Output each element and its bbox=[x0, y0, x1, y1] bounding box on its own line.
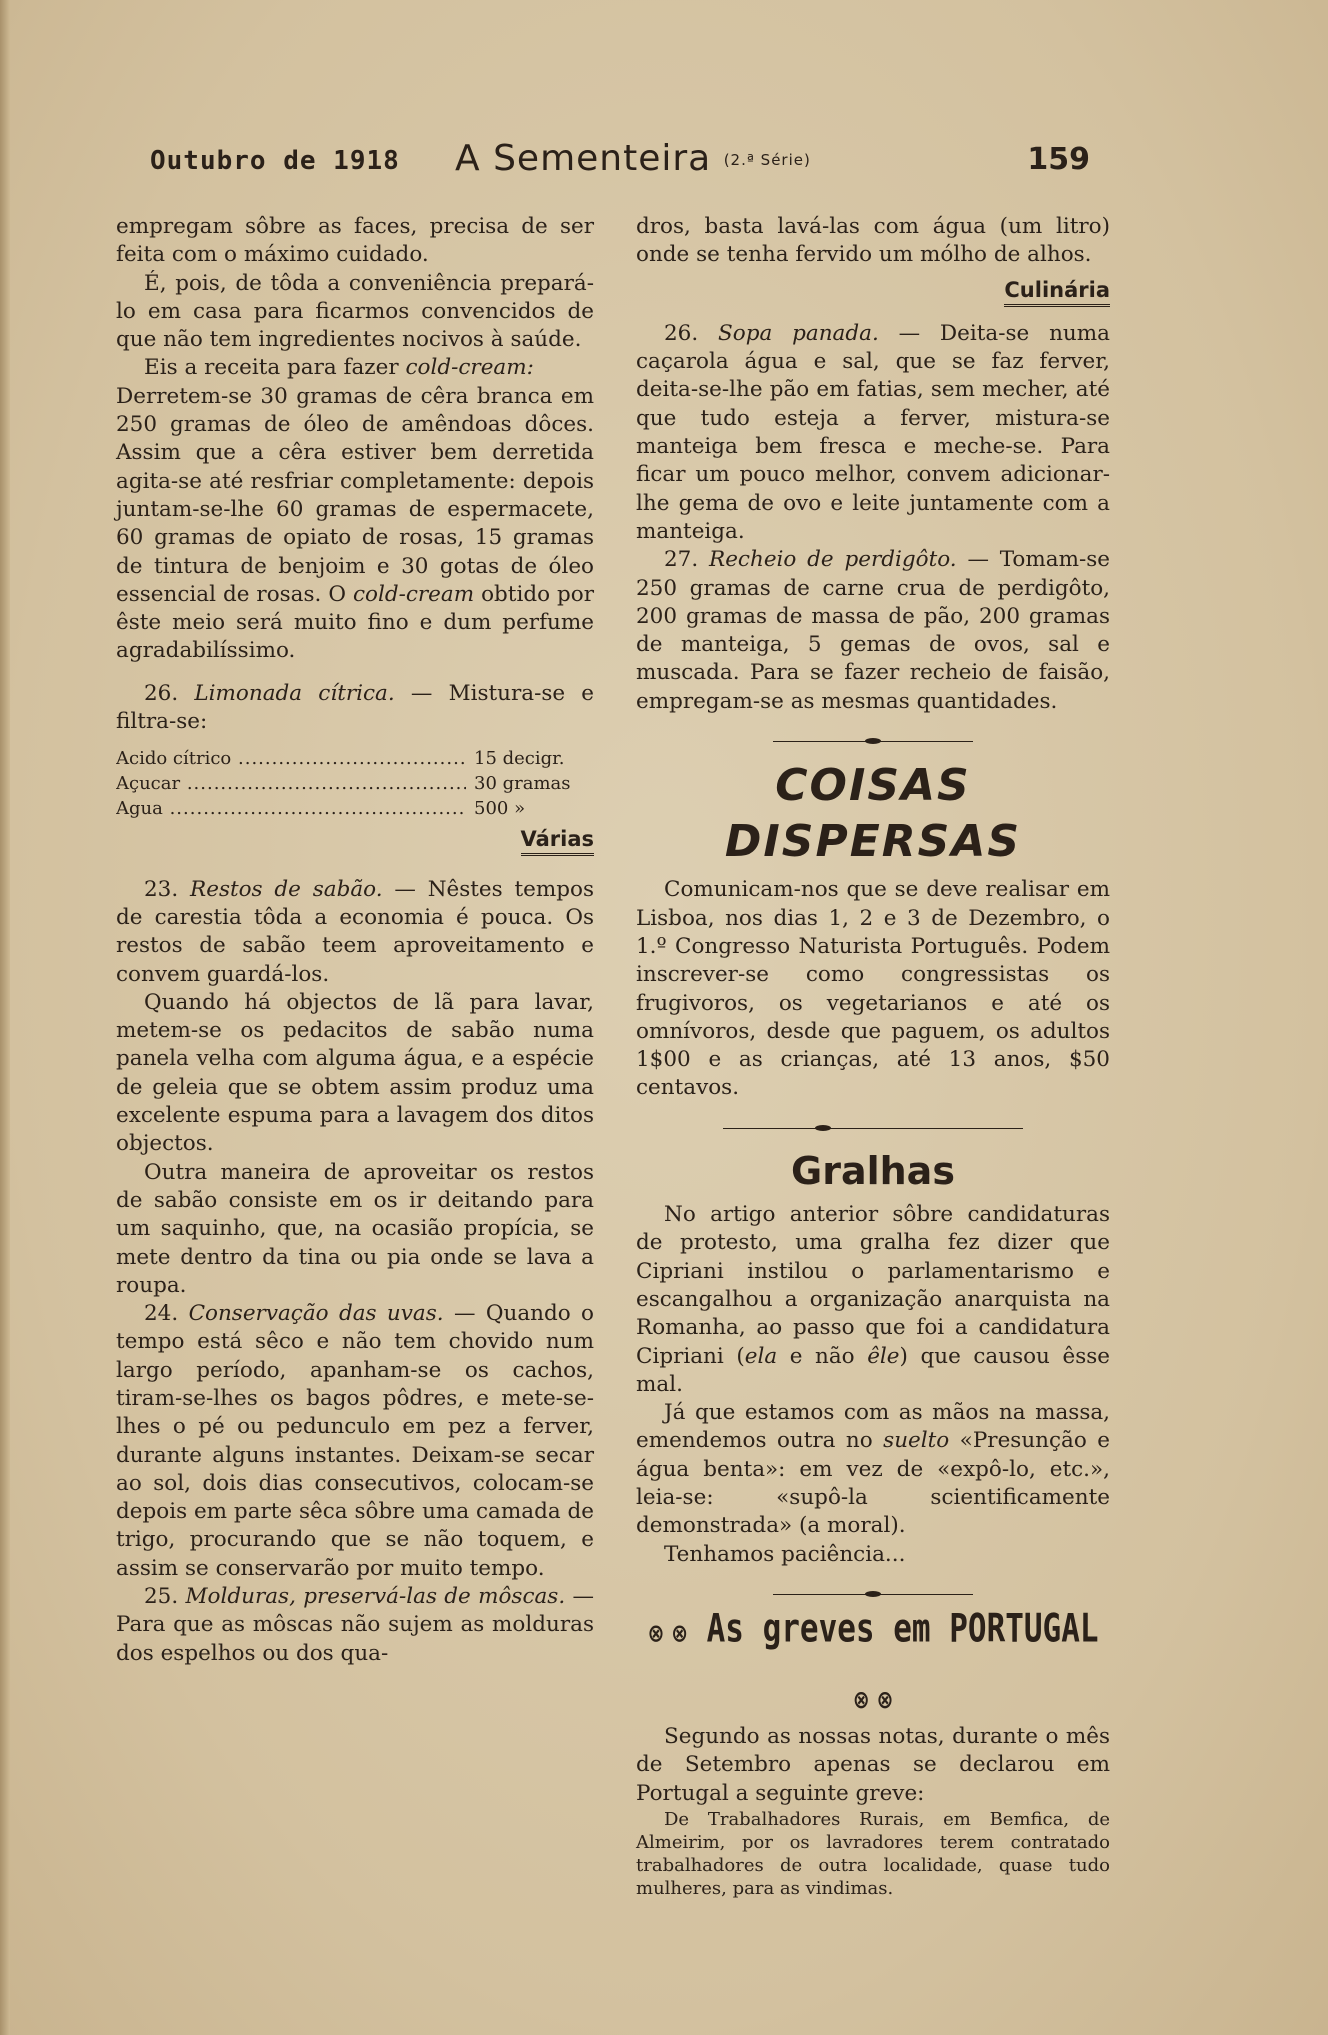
section-title-greves bbox=[636, 1598, 1110, 1731]
recipe-number: 25. bbox=[144, 1584, 179, 1610]
recipe-title: Sopa panada. bbox=[718, 320, 879, 346]
ornament-icon: ⊗ ⊗ bbox=[852, 1684, 894, 1715]
section-title-coisas-dispersas: COISAS DISPERSAS bbox=[724, 760, 1022, 868]
header-date: Outubro de 1918 bbox=[150, 146, 400, 176]
text: obtido por êste meio será muito fino e dum perfume agradabilíssimo. bbox=[116, 581, 594, 664]
section-title-text: Culinária bbox=[1004, 278, 1110, 307]
text-italic: ela bbox=[744, 1343, 778, 1369]
recipe-26-limonada bbox=[116, 680, 594, 737]
recipe-24-uvas bbox=[116, 1300, 594, 1583]
recipe-25-molduras bbox=[116, 1583, 594, 1668]
divider bbox=[636, 1109, 1110, 1137]
divider-line bbox=[773, 741, 973, 742]
recipe-23-restos bbox=[116, 876, 594, 989]
paragraph bbox=[116, 383, 594, 666]
paragraph: Comunicam-nos que se deve realisar em Lisboa, nos dias 1, 2 e 3 de Dezembro, o 1.º Congresso Naturista Português. Podem inscrever-se como congressistas os frugivoros, os vegetarianos e até os omnívoros, desde que paguem, os adultos 1$00 e as crianças, até 13 anos, $50 centavos. bbox=[636, 877, 1110, 1101]
ornament-icon: ⊗ ⊗ bbox=[647, 1617, 688, 1648]
right-column bbox=[636, 213, 1110, 1900]
divider bbox=[636, 722, 1110, 750]
paragraph: Quando há objectos de lã para lavar, metem-se os pedacitos de sabão numa panela velha com alguma água, e a espécie de geleia que se obtem assim produz uma excelente espuma para a lavagem dos ditos objectos. bbox=[116, 989, 594, 1157]
recipe-text: — Nêstes tempos de carestia tôda a economia é pouca. Os restos de sabão teem aproveitamento e convem guardá-los. bbox=[116, 876, 594, 987]
section-title-gralhas: Gralhas bbox=[791, 1149, 955, 1194]
header-title bbox=[455, 138, 811, 179]
recipe-number: 26. bbox=[664, 320, 699, 346]
recipe-26-sopa bbox=[636, 320, 1110, 546]
ingredient-qty: 30 gramas bbox=[474, 773, 571, 795]
section-title-text: Várias bbox=[521, 827, 595, 856]
paragraph-note: De Trabalhadores Rurais, em Bemfica, de Almeirim, por os lavradores terem contratado trabalhadores de outra localidade, quase tudo mulheres, para as vindimas. bbox=[636, 1809, 1110, 1900]
section-title-culinaria bbox=[636, 276, 1110, 304]
ingredient-row bbox=[116, 746, 594, 771]
text: e não bbox=[789, 1343, 855, 1369]
text-italic: cold-cream: bbox=[405, 355, 534, 381]
header-title-text: A Sementeira bbox=[455, 138, 712, 179]
recipe-27-recheio bbox=[636, 546, 1110, 716]
ingredient-row bbox=[116, 771, 594, 796]
paragraph: Outra maneira de aproveitar os restos de sabão consiste em os ir deitando para um saquinho, que, na ocasião propícia, se mete dentro da tina ou pia onde se lava a roupa. bbox=[116, 1159, 594, 1298]
recipe-number: 23. bbox=[144, 876, 179, 902]
ingredient-name: Acido cítrico ..... bbox=[116, 746, 466, 771]
paragraph: Tenhamos paciência... bbox=[664, 1541, 906, 1567]
paragraph: empregam sôbre as faces, precisa de ser feita com o máximo cuidado. bbox=[116, 214, 594, 268]
text-italic: cold-cream bbox=[352, 581, 475, 607]
text: ) que causou êsse mal. bbox=[636, 1343, 1110, 1397]
recipe-text: — Deita-se numa caçarola água e sal, que se faz ferver, deita-se-lhe pão em fatias, sem mecher, até que tudo esteja a ferver, mistura-se manteiga bem fresca e meche-se. Para ficar um pouco melhor, convem adicionar-lhe gema de ovo e leite juntamente com a manteiga. bbox=[636, 320, 1110, 544]
ingredient-qty: 15 decigr. bbox=[474, 748, 565, 770]
recipe-number: 26. bbox=[144, 680, 179, 706]
divider-line bbox=[773, 1594, 973, 1595]
left-column bbox=[116, 213, 594, 1668]
recipe-text: — Mistura-se e filtra-se: bbox=[116, 680, 594, 735]
text: Derretem-se 30 gramas de cêra branca em 250 gramas de óleo de amêndoas dôces. Assim que a cêra estiver bem derretida agita-se até resfriar completamente: depois juntam-se-lhe 60 gramas de espermacete, 60 gramas de opiato de rosas, 15 gramas de tintura de benjoim e 30 gotas de óleo essencial de rosas. O bbox=[116, 383, 594, 607]
text: No artigo anterior sôbre candidaturas de protesto, uma gralha fez dizer que Cipriani instilou o parlamentarismo e escangalhou a organização anarquista na Romanha, ao passo que foi a candidatura Cipriani ( bbox=[636, 1202, 1110, 1369]
paragraph: É, pois, de tôda a conveniência prepará-lo em casa para ficarmos convencidos de que não tem ingredientes nocivos à saúde. bbox=[116, 270, 594, 353]
recipe-text: — Para que as môscas não sujem as molduras dos espelhos ou dos qua- bbox=[116, 1584, 594, 1666]
page-header bbox=[110, 138, 1090, 190]
recipe-title: Limonada cítrica. bbox=[194, 680, 395, 706]
recipe-text: — Tomam-se 250 gramas de carne crua de perdigôto, 200 gramas de massa de pão, 200 gramas de manteiga, 5 gemas de ovos, sal e muscada. Para se fazer recheio de faisão, empregam-se as mesmas quantidades. bbox=[636, 547, 1110, 714]
section-title-text: As greves em PORTUGAL bbox=[706, 1606, 1099, 1652]
ingredient-name: Agua ..... bbox=[116, 796, 466, 821]
recipe-number: 24. bbox=[144, 1301, 179, 1327]
recipe-title: Recheio de perdigôto. bbox=[709, 547, 957, 573]
ingredient-row bbox=[116, 796, 594, 821]
ingredient-qty: 500 » bbox=[474, 798, 526, 820]
section-title-varias bbox=[116, 825, 594, 853]
text: Já que estamos com as mãos na massa, emendemos outra no bbox=[636, 1400, 1110, 1454]
ingredients-list bbox=[116, 746, 594, 821]
recipe-title: Restos de sabão. bbox=[190, 876, 383, 902]
text-italic: êle bbox=[867, 1343, 900, 1369]
page-edge bbox=[0, 0, 10, 2035]
paragraph bbox=[636, 1399, 1110, 1540]
header-series: (2.ª Série) bbox=[723, 151, 811, 169]
text: «Presunção e água benta»: em vez de «expô-lo, etc.», leia-se: «supô-la scientificamente demonstrada» (a moral). bbox=[636, 1428, 1110, 1539]
paragraph: dros, basta lavá-las com água (um litro) onde se tenha fervido um mólho de alhos. bbox=[636, 214, 1110, 268]
recipe-title: Molduras, preservá-las de môscas. bbox=[185, 1584, 566, 1610]
text: Eis a receita para fazer bbox=[144, 355, 399, 381]
paragraph: Segundo as nossas notas, durante o mês de Setembro apenas se declarou em Portugal a seguinte greve: bbox=[636, 1724, 1110, 1806]
divider-line bbox=[723, 1128, 1023, 1129]
recipe-number: 27. bbox=[664, 547, 699, 573]
recipe-title: Conservação das uvas. bbox=[188, 1301, 444, 1327]
paragraph bbox=[116, 354, 594, 382]
text-italic: suelto bbox=[883, 1428, 950, 1454]
header-page-number: 159 bbox=[1027, 142, 1090, 177]
recipe-text: — Quando o tempo está sêco e não tem chovido num largo período, apanham-se os cachos, tiram-se-lhes os bagos pôdres, e mete-se-lhes o pé ou pedunculo em pez a ferver, durante alguns instantes. Deixam-se secar ao sol, dois dias consecutivos, colocam-se depois em parte sêca sôbre uma camada de trigo, procurando que se não toquem, e assim se conservarão por muito tempo. bbox=[116, 1301, 594, 1581]
ingredient-name: Açucar ..... bbox=[116, 771, 466, 796]
paragraph bbox=[636, 1201, 1110, 1399]
